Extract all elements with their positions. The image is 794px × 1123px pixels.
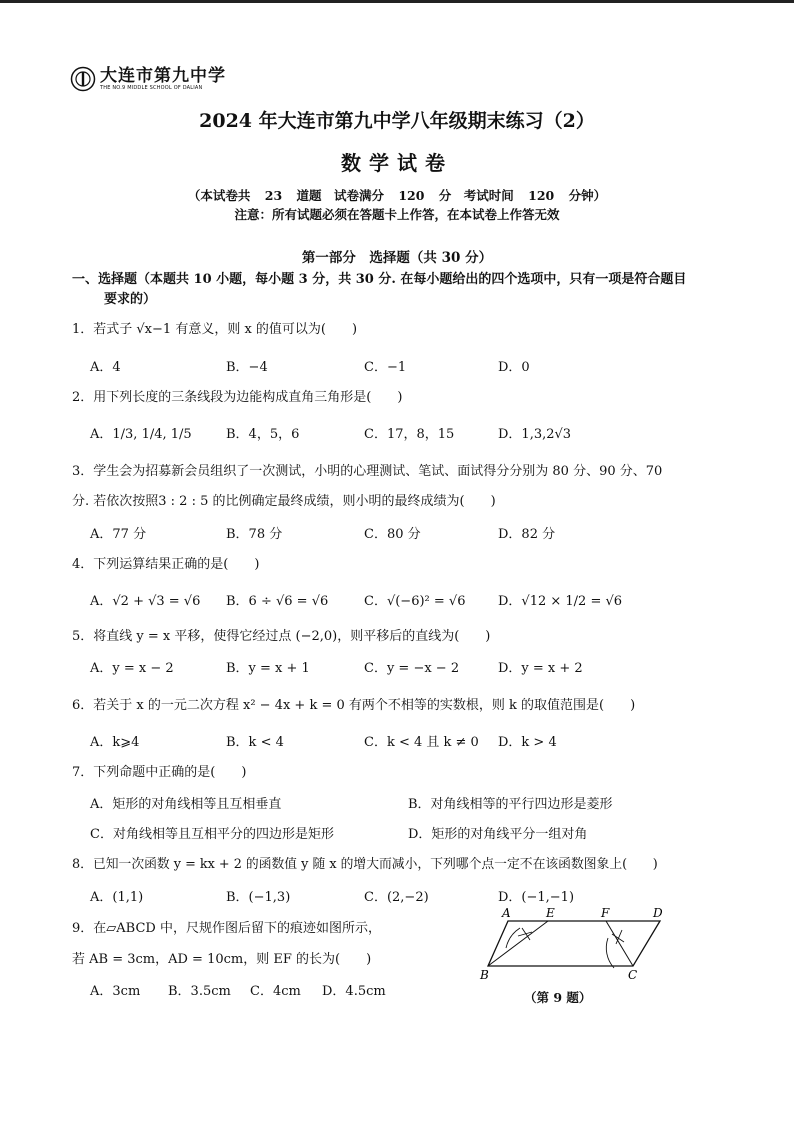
q4-option-b: B．6 ÷ √6 = √6 xyxy=(226,594,329,609)
q3-option-b: B．78 分 xyxy=(226,527,283,542)
q5-option-d: D．y = x + 2 xyxy=(498,661,583,676)
q3-option-d: D．82 分 xyxy=(498,527,556,542)
q9-option-b: B．3.5cm xyxy=(168,984,231,999)
exam-note: 注意：所有试题必须在答题卡上作答，在本试卷上作答无效 xyxy=(234,207,560,222)
arc-b xyxy=(506,928,520,948)
question-3-stem: 3．学生会为招募新会员组织了一次测试，小明的心理测试、笔试、面试得分分别为 80 分、90 分、70 xyxy=(72,464,663,479)
question-5-stem: 5．将直线 y = x 平移，使得它经过点 (−2,0)，则平移后的直线为( ) xyxy=(72,629,491,644)
q6-option-a: A．k⩾4 xyxy=(90,735,140,750)
q8-option-d: D．(−1,−1) xyxy=(498,890,575,905)
school-logo xyxy=(70,66,226,92)
label-e: E xyxy=(546,906,555,920)
q1-option-a: A．4 xyxy=(90,360,121,375)
school-name-en: THE NO.9 MIDDLE SCHOOL OF DALIAN xyxy=(100,84,203,91)
bisector-cf xyxy=(606,921,633,966)
parallelogram-figure xyxy=(478,906,668,986)
q6-option-d: D．k > 4 xyxy=(498,735,557,750)
section-instructions-line2: 要求的） xyxy=(104,292,157,307)
q2-option-a: A．1/3, 1/4, 1/5 xyxy=(90,427,192,442)
label-a: A xyxy=(502,906,511,920)
q5-option-c: C．y = −x − 2 xyxy=(364,661,460,676)
q5-option-a: A．y = x − 2 xyxy=(90,661,174,676)
q5-option-b: B．y = x + 1 xyxy=(226,661,310,676)
q9-option-d: D．4.5cm xyxy=(322,984,386,999)
q9-option-c: C．4cm xyxy=(250,984,301,999)
q1-option-c: C．−1 xyxy=(364,360,407,375)
q4-option-d: D．√12 × 1/2 = √6 xyxy=(498,594,623,609)
arc-c xyxy=(606,938,614,968)
label-f: F xyxy=(601,906,610,920)
question-8-stem: 8．已知一次函数 y = kx + 2 的函数值 y 随 x 的增大而减小，下列哪个点一定不在该函数图象上( ) xyxy=(72,857,658,872)
q9-option-a: A．3cm xyxy=(90,984,141,999)
question-1-stem: 1．若式子 √x−1 有意义，则 x 的值可以为( ) xyxy=(72,322,358,337)
label-d: D xyxy=(653,906,663,920)
parallelogram-abcd xyxy=(488,921,660,966)
q6-option-c: C．k < 4 且 k ≠ 0 xyxy=(364,735,479,750)
question-4-stem: 4．下列运算结果正确的是( ) xyxy=(72,557,260,572)
bisector-be xyxy=(488,921,548,966)
label-c: C xyxy=(628,968,638,982)
exam-info: （本试卷共 23 道题 试卷满分 120 分 考试时间 120 分钟） xyxy=(187,188,607,203)
question-6-stem: 6．若关于 x 的一元二次方程 x² − 4x + k = 0 有两个不相等的实数根，则 k 的取值范围是( ) xyxy=(72,698,636,713)
q4-option-a: A．√2 + √3 = √6 xyxy=(90,594,201,609)
q7-option-c: C．对角线相等且互相平分的四边形是矩形 xyxy=(90,827,334,842)
q8-option-b: B．(−1,3) xyxy=(226,890,291,905)
q3-option-c: C．80 分 xyxy=(364,527,421,542)
school-emblem-icon xyxy=(70,66,96,92)
part-heading: 第一部分 选择题（共 30 分） xyxy=(301,250,493,266)
q6-option-b: B．k < 4 xyxy=(226,735,284,750)
figure-caption: （第 9 题） xyxy=(524,990,592,1005)
exam-title: 2024 年大连市第九中学八年级期末练习（2） xyxy=(199,110,595,132)
section-instructions-line1: 一、选择题（本题共 10 小题，每小题 3 分，共 30 分. 在每小题给出的四个选项中，只有一项是符合题目 xyxy=(72,272,687,287)
question-2-stem: 2．用下列长度的三条线段为边能构成直角三角形是( ) xyxy=(72,390,403,405)
exam-subtitle: 数学试卷 xyxy=(341,151,453,175)
q1-option-d: D．0 xyxy=(498,360,530,375)
question-3-stem-line2: 分. 若依次按照3 : 2 : 5 的比例确定最终成绩，则小明的最终成绩为( ) xyxy=(72,494,496,509)
q2-option-c: C．17，8，15 xyxy=(364,427,455,442)
q2-option-b: B．4，5，6 xyxy=(226,427,300,442)
question-7-stem: 7．下列命题中正确的是( ) xyxy=(72,765,247,780)
school-name-cn: 大连市第九中学 xyxy=(100,65,226,86)
q7-option-b: B．对角线相等的平行四边形是菱形 xyxy=(408,797,613,812)
q3-option-a: A．77 分 xyxy=(90,527,147,542)
q8-option-c: C．(2,−2) xyxy=(364,890,429,905)
q4-option-c: C．√(−6)² = √6 xyxy=(364,594,466,609)
question-9-stem-line2: 若 AB = 3cm，AD = 10cm，则 EF 的长为( ) xyxy=(72,952,372,967)
q1-option-b: B．−4 xyxy=(226,360,268,375)
label-b: B xyxy=(480,968,489,982)
q7-option-a: A．矩形的对角线相等且互相垂直 xyxy=(90,797,282,812)
top-border xyxy=(0,0,794,3)
q8-option-a: A．(1,1) xyxy=(90,890,144,905)
question-9-stem: 9．在▱ABCD 中，尺规作图后留下的痕迹如图所示， xyxy=(72,921,381,936)
q2-option-d: D．1,3,2√3 xyxy=(498,427,572,442)
q7-option-d: D．矩形的对角线平分一组对角 xyxy=(408,827,588,842)
